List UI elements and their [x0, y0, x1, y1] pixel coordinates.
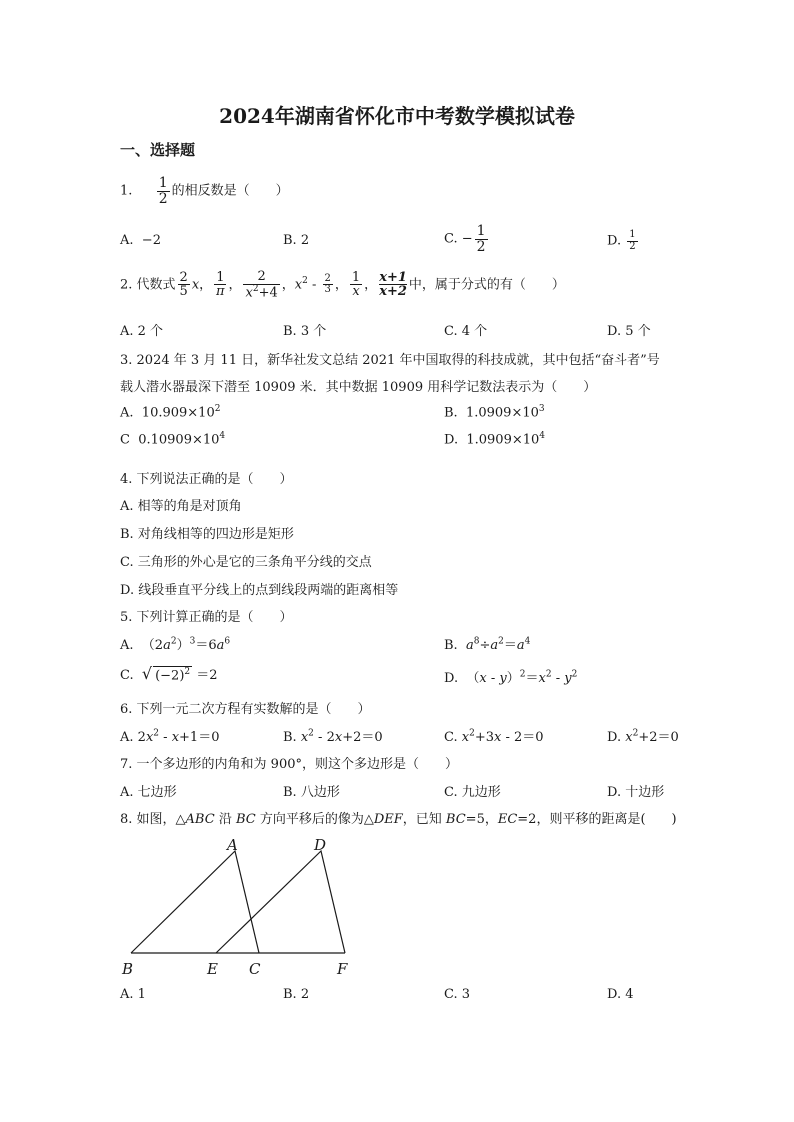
q6-c-exp: 2: [469, 728, 475, 739]
q6-a-rest1: -: [159, 730, 172, 745]
q4-option-c[interactable]: C. 三角形的外心是它的三条角平分线的交点: [120, 555, 372, 570]
question-2: [120, 270, 565, 300]
q8-bc: BC: [235, 812, 256, 827]
q2-tail: 中，属于分式的有（ ）: [408, 277, 565, 293]
q3-option-b[interactable]: [444, 404, 545, 420]
q2-t2-den: π: [216, 284, 225, 300]
q5-c-inner: (−2): [155, 668, 185, 683]
q5-d-eq: ＝: [525, 671, 539, 686]
q6-c-pre: C.: [444, 730, 462, 745]
q5-c-exp: 2: [184, 666, 191, 677]
page-title: 2024年湖南省怀化市中考数学模拟试卷: [219, 104, 575, 128]
q1-c-sign: −: [461, 231, 473, 247]
q3-a-label: A.: [120, 405, 134, 421]
q5-c-label: C.: [120, 668, 134, 683]
q5-d-minus2: -: [551, 671, 565, 686]
sqrt-icon: √: [141, 664, 153, 683]
q2-term-2: [214, 271, 226, 299]
translation-diagram: [115, 835, 365, 980]
q5-d-text2: ）: [506, 671, 520, 686]
q4-option-b[interactable]: B. 对角线相等的四边形是矩形: [120, 527, 294, 542]
q6-a-exp: 2: [153, 728, 160, 739]
q8-abc: ABC: [185, 812, 215, 827]
q2-t7-num: x+1: [379, 269, 407, 285]
q1-c-num: 1: [476, 223, 486, 239]
q3-d-label: D.: [444, 432, 459, 448]
q3-b-value: 1.0909×10: [465, 405, 539, 421]
q6-c-rest1: +3: [474, 730, 494, 745]
q2-t1-den: 5: [179, 284, 188, 300]
q3-b-exp: 3: [538, 404, 545, 414]
q2-t4-rest: -: [307, 277, 321, 293]
q1-a-value: −2: [141, 233, 161, 248]
q6-a-var: x: [145, 730, 154, 745]
q5-a-exp: 2: [170, 636, 177, 647]
q2-t3-den-rest: +4: [258, 284, 278, 300]
q6-option-c[interactable]: [444, 726, 544, 745]
q2-term-3: [243, 270, 279, 300]
q3-d-exp: 4: [539, 431, 546, 441]
q6-b-rest1: - 2: [313, 730, 335, 745]
q5-d-y: y: [499, 671, 507, 686]
q5-b-div: ÷: [479, 638, 491, 653]
q3-a-value: 10.909×10: [141, 405, 215, 421]
q5-d-x2: x: [538, 671, 546, 686]
q2-term-5: [323, 274, 333, 296]
q1-frac-num: 1: [158, 175, 168, 191]
q3-a-exp: 2: [214, 404, 221, 414]
q4-stem: 4. 下列说法正确的是（ ）: [120, 472, 293, 487]
q2-sep-3: ，: [281, 277, 295, 293]
q5-option-c[interactable]: [120, 664, 218, 683]
q5-d-exp: 2: [519, 669, 526, 680]
q2-option-d[interactable]: D. 5 个: [607, 324, 651, 339]
triangle-abc: [131, 851, 259, 953]
q3-d-value: 1.0909×10: [466, 432, 540, 448]
q2-t1-var: x: [191, 277, 200, 293]
q6-b-var: x: [300, 730, 309, 745]
q5-b-var: a: [465, 638, 474, 653]
section-heading: 一、选择题: [120, 141, 196, 159]
q5-d-x: x: [479, 671, 487, 686]
question-1: [120, 176, 289, 206]
q3-c-exp: 4: [219, 431, 226, 441]
label-F: F: [337, 960, 348, 978]
q2-t2-num: 1: [216, 269, 225, 285]
label-E: E: [207, 960, 218, 978]
q6-a-pre: A. 2: [120, 730, 146, 745]
q8-p4: ，已知: [402, 812, 446, 827]
q6-b-pre: B.: [283, 730, 301, 745]
q5-a-exp3: 6: [224, 636, 231, 647]
q5-a-exp2: 3: [189, 636, 196, 647]
label-A: A: [227, 836, 238, 854]
q2-t3-num: 2: [243, 270, 279, 285]
q5-b-exp3: 4: [524, 636, 531, 647]
q6-c-rest2: - 2＝0: [501, 730, 544, 745]
q5-option-a[interactable]: [120, 634, 230, 653]
q6-c-var2: x: [494, 730, 502, 745]
q1-a-label: A.: [120, 233, 134, 248]
q5-d-minus: -: [486, 671, 500, 686]
q5-a-text1: （2: [141, 638, 164, 653]
q5-a-text3: ＝6: [195, 638, 217, 653]
q2-t6-num: 1: [351, 269, 361, 285]
q8-option-d[interactable]: D. 4: [607, 987, 634, 1002]
q2-t3-den-base: x: [245, 284, 253, 300]
q1-c-fraction: [475, 224, 488, 254]
q7-option-a[interactable]: A. 七边形: [120, 785, 177, 800]
q3-c-label: C: [120, 432, 130, 448]
q1-d-num: 1: [629, 229, 636, 240]
q2-term-7: [379, 271, 407, 299]
q1-option-a[interactable]: [120, 233, 161, 248]
q8-bc2: BC: [445, 812, 466, 827]
q5-option-d[interactable]: [444, 667, 577, 686]
q8-p1: 8. 如图，△: [120, 812, 186, 827]
q2-t5-den: 3: [324, 284, 331, 296]
q8-def: DEF: [373, 812, 403, 827]
q7-option-d[interactable]: D. 十边形: [607, 785, 665, 800]
q8-p3: 方向平移后的像为△: [255, 812, 374, 827]
q2-lead: 2. 代数式: [120, 277, 176, 293]
q7-stem: 7. 一个多边形的内角和为 900°，则这个多边形是（ ）: [120, 757, 458, 772]
q5-b-exp2: 2: [498, 636, 504, 647]
q5-d-exp3: 2: [571, 669, 578, 680]
q5-d-exp2: 2: [545, 669, 552, 680]
q6-b-rest2: +2＝0: [342, 730, 383, 745]
q1-c-label: C.: [444, 231, 458, 247]
q3-option-a[interactable]: [120, 404, 220, 420]
q2-t5-num: 2: [324, 272, 331, 284]
q6-stem: 6. 下列一元二次方程有实数解的是（ ）: [120, 702, 371, 717]
label-B: B: [122, 960, 134, 978]
q4-option-d[interactable]: D. 线段垂直平分线上的点到线段两端的距离相等: [120, 583, 399, 598]
q5-b-eq: ＝: [503, 638, 517, 653]
q5-a-text2: ）: [176, 638, 190, 653]
q2-t7-den: x+2: [379, 284, 407, 300]
label-C: C: [249, 960, 261, 978]
q2-t4-base: x: [294, 277, 303, 293]
q8-ec: EC: [497, 812, 518, 827]
q6-option-a[interactable]: [120, 726, 219, 745]
q1-number: 1.: [120, 183, 133, 199]
q2-sep-5: ，: [364, 277, 378, 293]
q6-option-b[interactable]: [283, 726, 383, 745]
q2-t1-num: 2: [179, 269, 188, 285]
q6-a-rest2: +1＝0: [179, 730, 220, 745]
q8-option-b[interactable]: B. 2: [283, 987, 310, 1002]
q8-option-a[interactable]: A. 1: [120, 987, 146, 1002]
q5-option-b[interactable]: [444, 634, 530, 653]
q2-t3-den-exp: 2: [252, 283, 259, 294]
q2-t6-den: x: [352, 284, 360, 300]
q2-option-b[interactable]: B. 3 个: [283, 324, 327, 339]
q8-p5: =5，: [465, 812, 498, 827]
q5-c-radicand: [153, 666, 192, 683]
q5-b-exp: 8: [473, 636, 480, 647]
q3-c-value: 0.10909×10: [138, 432, 220, 448]
q1-option-d[interactable]: [607, 230, 640, 252]
q8-p2: 沿: [214, 812, 236, 827]
q6-c-var: x: [461, 730, 470, 745]
q1-frac-den: 2: [158, 190, 168, 207]
q5-a-var2: a: [216, 638, 225, 653]
q2-sep-4: ，: [334, 277, 348, 293]
q1-d-label: D.: [607, 233, 622, 249]
q3-option-d[interactable]: [444, 431, 545, 447]
q7-option-b[interactable]: B. 八边形: [283, 785, 340, 800]
q5-b-var3: a: [516, 638, 525, 653]
q3-option-c[interactable]: [120, 431, 225, 447]
q3-line-1: 3. 2024 年 3 月 11 日，新华社发文总结 2021 年中国取得的科技成就，其中包括“奋斗者”号: [120, 353, 660, 368]
q2-sep-1: ，: [199, 277, 213, 293]
q6-d-pre: D.: [607, 730, 626, 745]
q2-option-c[interactable]: C. 4 个: [444, 324, 488, 339]
q8-p6: =2，则平移的距离是( ): [517, 812, 677, 827]
q1-d-den: 2: [629, 240, 636, 252]
q6-d-rest: +2＝0: [638, 730, 679, 745]
q1-c-den: 2: [476, 238, 486, 255]
triangle-def: [216, 851, 345, 953]
q5-a-label: A.: [120, 638, 134, 653]
q3-line-2: 载人潜水器最深下潜至 10909 米．其中数据 10909 用科学记数法表示为（ ）: [120, 380, 597, 395]
q7-option-c[interactable]: C. 九边形: [444, 785, 501, 800]
q5-d-text1: （: [466, 671, 480, 686]
q2-t3-den: [243, 285, 279, 300]
q3-b-label: B.: [444, 405, 458, 421]
q1-stem: 的相反数是（ ）: [171, 183, 289, 199]
q6-b-exp: 2: [308, 728, 314, 739]
q6-a-var2: x: [171, 730, 180, 745]
q5-stem: 5. 下列计算正确的是（ ）: [120, 610, 293, 625]
q1-fraction: [157, 176, 170, 206]
q6-d-exp: 2: [632, 728, 639, 739]
q2-option-a[interactable]: A. 2 个: [120, 324, 164, 339]
q4-option-a[interactable]: A. 相等的角是对顶角: [120, 499, 242, 514]
q6-b-var2: x: [334, 730, 343, 745]
q6-option-d[interactable]: [607, 726, 679, 745]
q1-d-fraction: [627, 230, 637, 252]
q5-a-var: a: [163, 638, 171, 653]
q6-d-var: x: [625, 730, 633, 745]
q8-option-c[interactable]: C. 3: [444, 987, 471, 1002]
label-D: D: [314, 836, 327, 854]
q5-d-label: D.: [444, 671, 459, 686]
q1-option-c[interactable]: [444, 224, 490, 254]
q2-t4-exp: 2: [302, 275, 308, 286]
q5-b-var2: a: [490, 638, 499, 653]
q5-d-y2: y: [564, 671, 572, 686]
q5-c-eq: ＝2: [196, 668, 218, 683]
q1-option-b[interactable]: B. 2: [283, 233, 310, 248]
q2-term-1: [178, 271, 190, 299]
q2-sep-2: ，: [228, 277, 242, 293]
q2-term-6: [350, 271, 362, 299]
q8-stem: [120, 808, 677, 827]
q5-b-label: B.: [444, 638, 458, 653]
